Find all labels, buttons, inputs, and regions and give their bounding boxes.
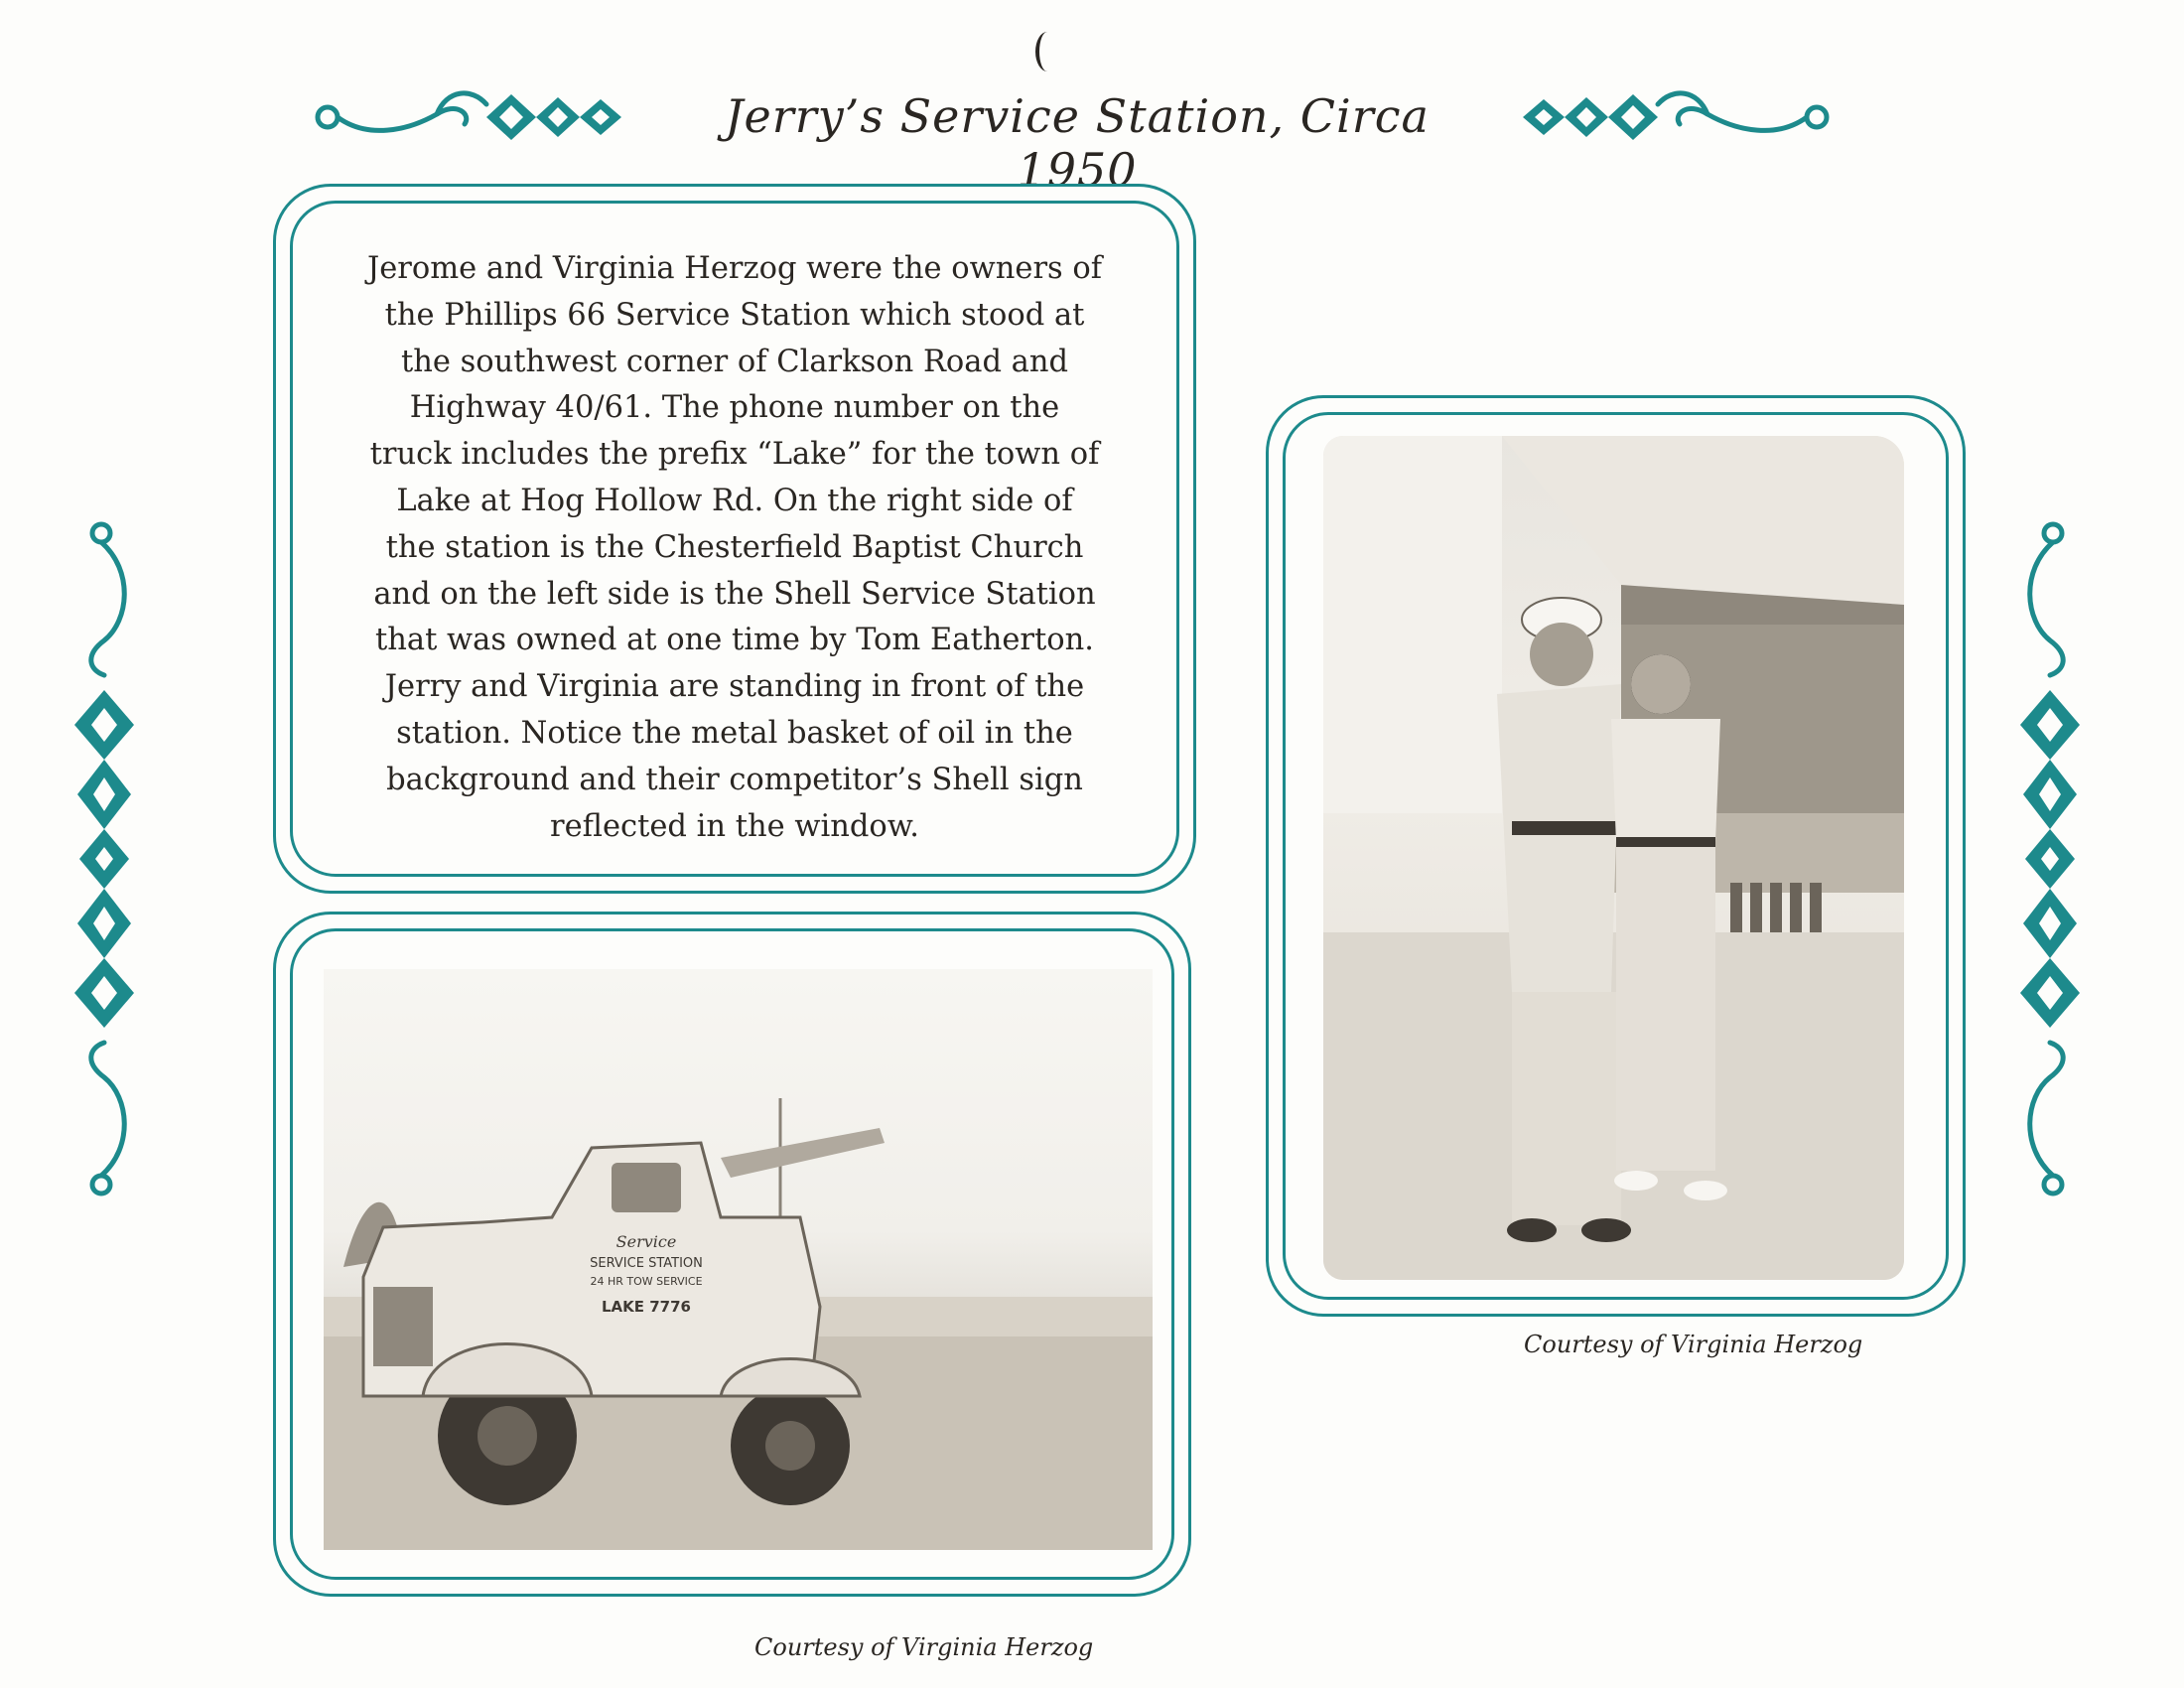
tow-truck-illustration [324,969,1153,1550]
truck-door-station: SERVICE STATION [590,1256,703,1271]
story-line: reflected in the window. [550,808,919,844]
owners-photo [1323,436,1904,1280]
truck-door-phone: LAKE 7776 [601,1298,692,1316]
tow-truck-photo [324,969,1153,1550]
story-line: the station is the Chesterfield Baptist Church [385,529,1084,565]
story-line: truck includes the prefix “Lake” for the town of [369,437,1100,473]
story-frame [273,184,1196,894]
story-line: Lake at Hog Hollow Rd. On the right side of [396,483,1073,518]
side-ornament-left-icon [60,511,149,1206]
story-line: Jerome and Virginia Herzog were the owners of [366,251,1103,286]
owners-illustration [1323,436,1904,1280]
story-line: and on the left side is the Shell Service Station [373,576,1096,612]
title-ornament-right-icon [1499,70,1846,169]
caption-truck-photo: Courtesy of Virginia Herzog [754,1633,1094,1661]
page-title: Jerry’s Service Station, Circa 1950 [725,89,1430,197]
caption-owners-photo: Courtesy of Virginia Herzog [1524,1331,1863,1358]
truck-photo-frame [273,912,1191,1597]
side-ornament-right-icon [2005,511,2095,1206]
story-line: background and their competitor’s Shell sign [386,762,1083,797]
owners-photo-frame [1266,395,1966,1317]
story-line: the Phillips 66 Service Station which stood at [384,297,1085,333]
title-row [298,70,1846,197]
story-line: Jerry and Virginia are standing in front of the [384,669,1085,705]
story-line: station. Notice the metal basket of oil in the [396,715,1073,751]
title-ornament-left-icon [298,70,645,169]
truck-door-tow: 24 HR TOW SERVICE [590,1275,703,1288]
story-line: Highway 40/61. The phone number on the [409,390,1060,426]
binder-hole [1035,32,1059,71]
truck-door-service: Service [615,1232,677,1251]
story-line: the southwest corner of Clarkson Road and [400,344,1069,379]
story-line: that was owned at one time by Tom Eatherton. [375,623,1094,658]
story-text [326,246,1144,861]
